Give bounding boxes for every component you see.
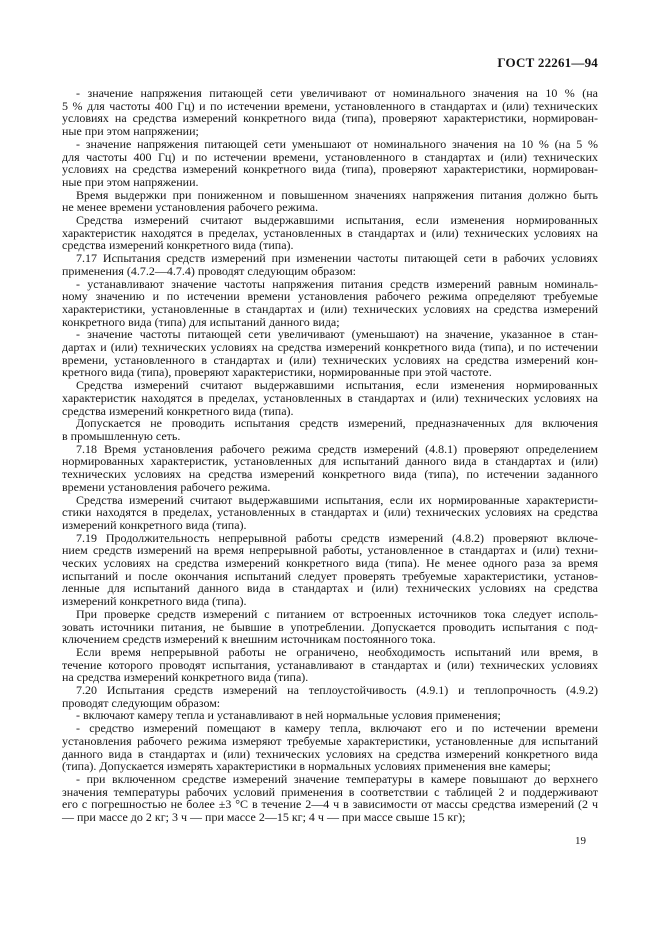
text-line: измерений конкретного вида (типа). xyxy=(62,517,247,532)
text-line: данного вида в стандартах и (или) технических условиях на средства измерений конкретного вида xyxy=(62,746,598,761)
text-line: условиях на средства измерений конкретного вида (типа), проверяют характеристики, нормирован- xyxy=(62,111,598,126)
text-line: ные при этом напряжении; xyxy=(62,124,199,139)
text-line: времени, установленного в стандартах и (или) технических условиях на средства измерений кон- xyxy=(62,352,598,367)
text-line: 7.20 Испытания средств измерений на теплоустойчивость (4.9.1) и теплопрочность (4.9.2) xyxy=(76,683,598,698)
paragraph xyxy=(62,87,598,138)
text-line: проводят следующим образом: xyxy=(62,695,221,710)
text-line: его с погрешностью не более ±3 °С в течение 2—4 ч в зависимости от массы средства измерений (2 ч xyxy=(62,797,598,812)
text-line: ленные для испытаний данного вида в стандартах и (или) технических условиях на средства xyxy=(62,581,598,596)
text-line: Время выдержки при пониженном и повышенном значениях напряжения питания должно быть xyxy=(76,187,598,202)
paragraph xyxy=(62,722,598,773)
text-line: - средство измерений помещают в камеру тепла, включают его и по истечении времени xyxy=(76,721,598,736)
text-line: Допускается не проводить испытания средств измерений, предназначенных для включения xyxy=(76,416,598,431)
text-line: 5 % для частоты 400 Гц) и по истечении времени, установленного в стандартах и (или) технических xyxy=(62,98,598,113)
document-code: ГОСТ 22261—94 xyxy=(497,55,598,70)
text-line: — при массе до 2 кг; 3 ч — при массе 2—15 кг; 4 ч — при массе свыше 15 кг); xyxy=(62,810,466,825)
text-line: (типа). Допускается измерять характеристики в нормальных условиях применения вне камеры; xyxy=(62,759,551,774)
text-line: испытаний и после окончания испытаний следует проверять требуемые характеристики, установ- xyxy=(62,568,598,583)
text-line: ключением средств измерений к внешним источникам постоянного тока. xyxy=(62,632,436,647)
text-line: нием средств измерений на время непрерывной работы, установленное в стандартах и (или) техни- xyxy=(62,543,598,558)
paragraph xyxy=(62,138,598,189)
text-line: 7.18 Время установления рабочего режима средств измерений (4.8.1) проверяют определением xyxy=(76,441,598,456)
text-line: 7.19 Продолжительность непрерывной работы средств измерений (4.8.2) проверяют включе- xyxy=(76,530,598,545)
text-line: - включают камеру тепла и устанавливают в ней нормальные условия применения; xyxy=(76,708,501,723)
text-line: дартах и (или) технических условиях на средства измерений конкретного вида (типа), и по истечении xyxy=(62,340,598,355)
paragraph xyxy=(62,443,598,494)
paragraph xyxy=(62,773,598,824)
body-text xyxy=(62,87,598,824)
text-line: - значение напряжения питающей сети увеличивают от номинального значения на 10 % (на xyxy=(76,86,598,100)
text-line: применения (4.7.2—4.7.4) проводят следующим образом: xyxy=(62,263,357,278)
text-line: Средства измерений считают выдержавшими испытания, если изменения нормированных xyxy=(76,213,598,228)
paragraph xyxy=(62,646,598,684)
paragraph xyxy=(62,214,598,252)
text-line: установления рабочего режима измеряют требуемые характеристики, установленные для испытаний xyxy=(62,733,598,748)
text-line: значения температуры рабочих условий применения в соответствии с таблицей 2 и поддерживают xyxy=(62,784,598,799)
text-line: стики находятся в пределах, установленных в стандартах и (или) технических условиях на средства xyxy=(62,505,598,520)
text-line: Средства измерений считают выдержавшими испытания, если изменения нормированных xyxy=(76,378,598,393)
paragraph xyxy=(62,189,598,214)
paragraph xyxy=(62,328,598,379)
paragraph xyxy=(62,379,598,417)
paragraph xyxy=(62,278,598,329)
text-line: ному значению и по истечении времени установления рабочего режима определяют требуемые xyxy=(62,289,598,304)
text-line: - значение частоты питающей сети увеличивают (уменьшают) на значение, указанное в стан- xyxy=(76,327,598,342)
text-line: средства измерений конкретного вида (типа). xyxy=(62,238,294,253)
paragraph xyxy=(62,608,598,646)
text-line: характеристики, установленные в стандартах и (или) технических условиях на средства измерений xyxy=(62,301,598,316)
text-line: При проверке средств измерений с питанием от встроенных источников тока следует исполь- xyxy=(76,606,598,621)
text-line: характеристик находятся в пределах, установленных в стандартах и (или) технических условиях на xyxy=(62,225,598,240)
text-line: - значение напряжения питающей сети уменьшают от номинального значения на 10 % (на 5 % xyxy=(76,136,598,151)
text-line: технических условиях на средства измерений конкретного вида (типа), по истечении заданного xyxy=(62,467,598,482)
text-line: измерений конкретного вида (типа). xyxy=(62,594,247,609)
text-line: средства измерений конкретного вида (типа). xyxy=(62,403,294,418)
text-line: характеристик находятся в пределах, установленных в стандартах и (или) технических условиях на xyxy=(62,390,598,405)
text-line: в промышленную сеть. xyxy=(62,428,181,443)
page-number: 19 xyxy=(575,835,586,847)
text-line: условиях на средства измерений конкретного вида (типа), проверяют характеристики, нормирован- xyxy=(62,162,598,177)
text-line: течение которого проводят испытания, устанавливают в стандартах и (или) технических условиях xyxy=(62,657,598,672)
text-line: Если время непрерывной работы не ограничено, необходимость испытаний или время, в xyxy=(76,644,598,659)
text-line: на средства измерений конкретного вида (типа). xyxy=(62,670,309,685)
text-line: ческих условиях на средства измерений конкретного вида (типа). Не менее одного раза за время xyxy=(62,556,598,571)
text-line: зовать источники питания, не бывшие в употреблении. Допускается проводить испытания с под- xyxy=(62,619,598,634)
text-line: - устанавливают значение частоты напряжения питания средств измерений равным номиналь- xyxy=(76,276,598,291)
text-line: времени установления рабочего режима. xyxy=(62,479,271,494)
text-line: конкретного вида (типа) для испытаний данного вида; xyxy=(62,314,340,329)
paragraph xyxy=(62,252,598,277)
paragraph xyxy=(62,684,598,709)
text-line: ные при этом напряжении. xyxy=(62,174,199,189)
text-line: - при включенном средстве измерений значение температуры в камере повышают до верхнего xyxy=(76,771,598,786)
text-line: Средства измерений считают выдержавшими испытания, если их нормированные характеристи- xyxy=(76,492,598,507)
text-line: для частоты 400 Гц) и по истечении времени, установленного в стандартах и (или) технических xyxy=(62,149,598,164)
text-line: не менее времени установления рабочего режима. xyxy=(62,200,319,215)
paragraph xyxy=(62,494,598,532)
text-line: 7.17 Испытания средств измерений при изменении частоты питающей сети в рабочих условиях xyxy=(76,251,598,266)
text-line: кретного вида (типа), проверяют характеристики, нормированные при этой частоте. xyxy=(62,365,492,380)
paragraph xyxy=(62,417,598,442)
text-line: нормированных характеристик, установленных для испытаний данного вида в стандартах и (или) xyxy=(62,454,598,469)
paragraph xyxy=(62,532,598,608)
